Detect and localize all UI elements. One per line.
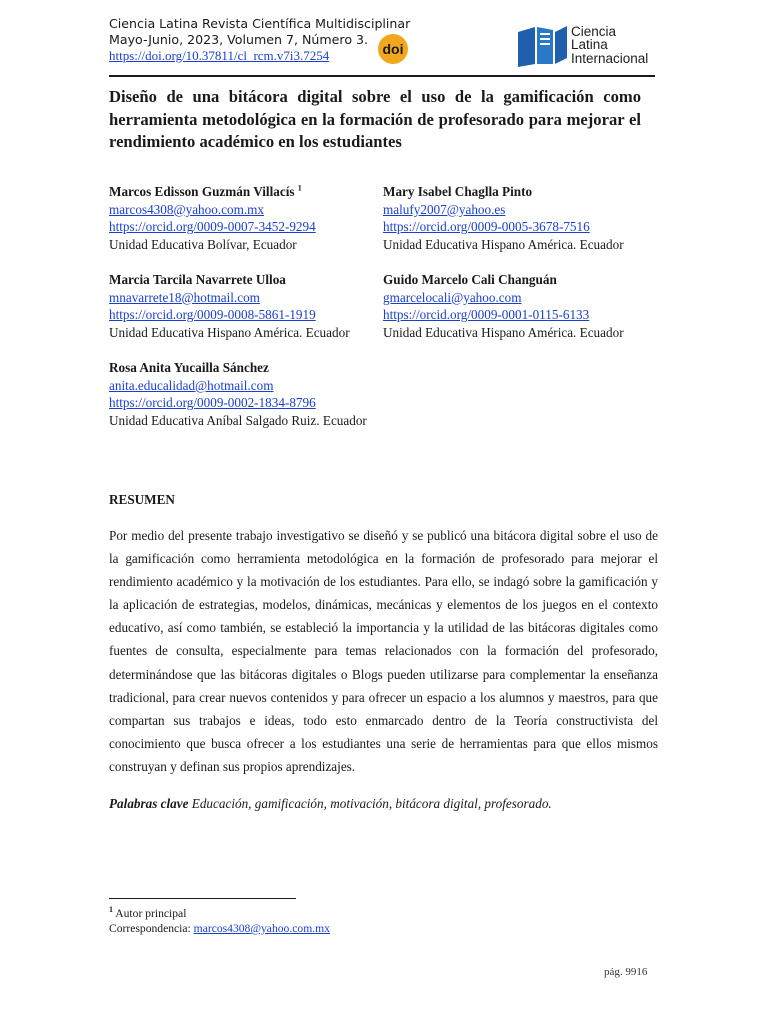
author-superscript: 1	[297, 183, 302, 193]
author-email-link[interactable]: mnavarrete18@hotmail.com	[109, 289, 260, 305]
keywords-label: Palabras clave	[109, 796, 189, 811]
footnote-divider	[109, 898, 296, 899]
author-block-1	[109, 183, 389, 254]
author-affiliation: Unidad Educativa Hispano América. Ecuador	[383, 325, 624, 341]
author-name: Marcos Edisson Guzmán Villacís $^1$	[109, 183, 302, 199]
author-block-2	[383, 183, 663, 254]
author-orcid-link[interactable]: https://orcid.org/0009-0007-3452-9294	[109, 219, 316, 235]
correspondence-line	[109, 921, 330, 936]
logo-line-2: Latina	[571, 37, 608, 53]
footnote-text: Autor principal	[113, 907, 187, 920]
journal-name: Ciencia Latina Revista Científica Multidisciplinar	[109, 16, 411, 31]
journal-issue: Mayo-Junio, 2023, Volumen 7, Número 3.	[109, 32, 369, 47]
author-orcid-link[interactable]: https://orcid.org/0009-0002-1834-8796	[109, 395, 316, 411]
doi-link[interactable]: https://doi.org/10.37811/cl_rcm.v7i3.7254	[109, 48, 330, 63]
author-orcid-link[interactable]: https://orcid.org/0009-0005-3678-7516	[383, 219, 590, 235]
logo-line-1: Ciencia	[571, 24, 617, 39]
author-email-link[interactable]: anita.educalidad@hotmail.com	[109, 377, 274, 393]
abstract-text: Por medio del presente trabajo investigativo se diseñó y se publicó una bitácora digital sobre el uso de la gamificación como herramienta metodológica en la formación de profesorado para mejorar el rendimiento académico y la motivación de los estudiantes. Para ello, se indagó sobre la gamificación y la aplicación de estrategias, modelos, dinámicas, mecánicas y elementos de los juegos en el contexto educativo, así como también, se estableció la importancia y la utilidad de las bitácoras digitales como fuentes de consulta, especialmente para temas relacionados con la formación del profesorado, determinándose que las bitácoras digitales o Blogs pueden utilizarse para complementar la enseñanza tradicional, para crear nuevos contenidos y para ofrecer un espacio a los alumnos y maestros, para que compartan sus trabajos e ideas, todo esto enmarcado dentro de la Teoría constructivista del conocimiento que busca ofrecer a los estudiantes una serie de herramientas para que ellos mismos construyan y definan sus propios aprendizajes.	[109, 528, 658, 774]
correspondence-label: Correspondencia:	[109, 922, 194, 935]
footnote-mark: 1	[109, 905, 113, 915]
logo-wordmark	[571, 25, 648, 65]
author-block-4	[383, 271, 663, 342]
author-name: Marcia Tarcila Navarrete Ulloa	[109, 272, 286, 287]
author-affiliation: Unidad Educativa Hispano América. Ecuador	[383, 237, 624, 253]
author-name: Mary Isabel Chaglla Pinto	[383, 184, 533, 199]
author-name: Rosa Anita Yucailla Sánchez	[109, 360, 269, 375]
footnote-line	[109, 906, 330, 921]
doi-icon[interactable]	[377, 33, 409, 65]
abstract-heading: RESUMEN	[109, 492, 175, 507]
header-divider	[109, 75, 655, 77]
page-header	[0, 0, 768, 80]
logo-line-3: Internacional	[571, 50, 649, 66]
author-email-link[interactable]: marcos4308@yahoo.com.mx	[109, 201, 264, 217]
correspondence-email-link[interactable]: marcos4308@yahoo.com.mx	[193, 922, 330, 935]
paper-title: Diseño de una bitácora digital sobre el uso de la gamificación como herramienta metodológica en la formación de profesorado para mejorar el rendimiento académico en los estudiantes	[109, 87, 641, 151]
author-name: Guido Marcelo Cali Changuán	[383, 272, 557, 287]
author-affiliation: Unidad Educativa Bolívar, Ecuador	[109, 237, 297, 253]
keywords-text: Educación, gamificación, motivación, bitácora digital, profesorado.	[188, 796, 552, 811]
keywords	[109, 796, 658, 812]
author-orcid-link[interactable]: https://orcid.org/0009-0008-5861-1919	[109, 307, 316, 323]
page-number: pág. 9916	[604, 966, 648, 978]
author-email-link[interactable]: gmarcelocali@yahoo.com	[383, 289, 522, 305]
author-block-3	[109, 271, 389, 342]
doi-badge-text: doi	[382, 41, 404, 57]
footnote	[109, 906, 330, 936]
author-affiliation: Unidad Educativa Hispano América. Ecuador	[109, 325, 350, 341]
journal-info	[109, 16, 410, 64]
author-orcid-link[interactable]: https://orcid.org/0009-0001-0115-6133	[383, 307, 590, 323]
author-affiliation: Unidad Educativa Aníbal Salgado Ruiz. Ecuador	[109, 413, 367, 429]
author-email-link[interactable]: malufy2007@yahoo.es	[383, 201, 506, 217]
author-block-5	[109, 359, 377, 430]
